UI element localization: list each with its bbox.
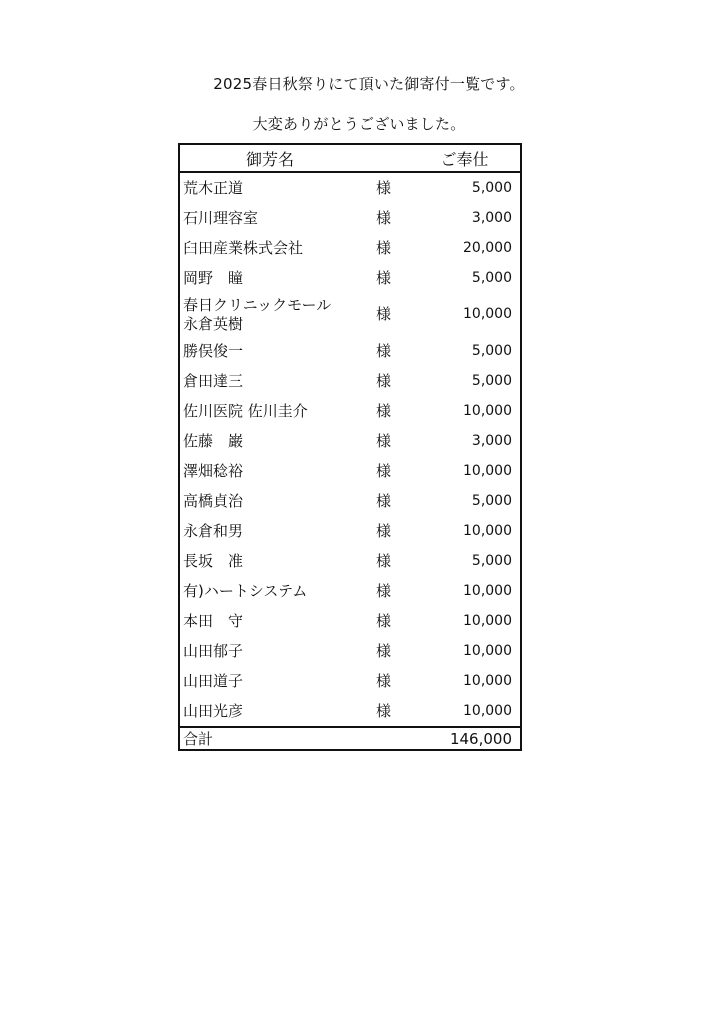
honorific: 様	[376, 701, 392, 720]
donor-name: 山田郁子	[183, 641, 244, 660]
table-row	[179, 546, 521, 576]
donor-name: 本田 守	[183, 611, 244, 630]
table-row	[179, 636, 521, 666]
donor-name: 佐川医院 佐川圭介	[183, 401, 308, 420]
donor-name: 佐藤 巌	[183, 431, 244, 450]
donation-amount: 5,000	[471, 492, 512, 509]
donor-name: 有)ハートシステム	[183, 581, 308, 600]
donation-amount: 3,000	[471, 432, 512, 449]
honorific: 様	[376, 238, 392, 257]
donor-name: 荒木正道	[183, 178, 244, 197]
honorific: 様	[376, 611, 392, 630]
table-row	[179, 456, 521, 486]
table-row	[179, 203, 521, 233]
column-header-name: 御芳名	[179, 144, 359, 172]
table-row	[179, 366, 521, 396]
donor-name: 高橋貞治	[183, 491, 244, 510]
donor-name: 臼田産業株式会社	[183, 238, 304, 257]
donation-amount: 20,000	[463, 239, 512, 256]
table-row	[179, 426, 521, 456]
column-header-spacer	[359, 144, 409, 172]
donation-amount: 5,000	[471, 269, 512, 286]
honorific: 様	[376, 641, 392, 660]
honorific: 様	[376, 671, 392, 690]
donation-amount: 10,000	[463, 672, 512, 689]
donor-name: 長坂 准	[183, 551, 244, 570]
table-row	[179, 516, 521, 546]
table-row	[179, 233, 521, 263]
donor-name: 山田道子	[183, 671, 244, 690]
donation-table	[178, 143, 522, 751]
table-row	[179, 293, 521, 336]
honorific: 様	[376, 521, 392, 540]
honorific: 様	[376, 581, 392, 600]
donor-name: 春日クリニックモール 永倉英樹	[183, 295, 332, 333]
honorific: 様	[376, 371, 392, 390]
donor-name: 勝俣俊一	[183, 341, 244, 360]
donor-name: 永倉和男	[183, 521, 244, 540]
table-row	[179, 606, 521, 636]
honorific: 様	[376, 551, 392, 570]
donor-name: 澤畑稔裕	[183, 461, 244, 480]
total-spacer	[359, 727, 409, 750]
donation-rows	[179, 172, 521, 727]
honorific: 様	[376, 268, 392, 287]
donor-name: 倉田達三	[183, 371, 244, 390]
donor-name: 石川理容室	[183, 208, 259, 227]
donor-name: 岡野 瞳	[183, 268, 244, 287]
total-label: 合計	[179, 727, 359, 750]
table-row	[179, 396, 521, 426]
donor-name: 山田光彦	[183, 701, 244, 720]
donation-amount: 10,000	[463, 522, 512, 539]
table-row	[179, 696, 521, 727]
honorific: 様	[376, 178, 392, 197]
donation-amount: 10,000	[463, 582, 512, 599]
honorific: 様	[376, 341, 392, 360]
honorific: 様	[376, 491, 392, 510]
honorific: 様	[376, 305, 392, 323]
honorific: 様	[376, 401, 392, 420]
honorific: 様	[376, 431, 392, 450]
thanks-message: 大変ありがとうございました。	[252, 115, 466, 133]
honorific: 様	[376, 461, 392, 480]
donation-amount: 10,000	[463, 402, 512, 419]
table-row	[179, 666, 521, 696]
table-row	[179, 336, 521, 366]
donation-amount: 5,000	[471, 342, 512, 359]
donation-amount: 10,000	[463, 702, 512, 719]
donation-amount: 10,000	[463, 642, 512, 659]
table-row	[179, 172, 521, 203]
donation-amount: 10,000	[463, 306, 512, 322]
total-amount: 146,000	[409, 727, 521, 750]
table-header-row	[179, 144, 521, 172]
donation-amount: 5,000	[471, 179, 512, 196]
total-row	[179, 727, 521, 750]
table-row	[179, 263, 521, 293]
donation-amount: 10,000	[463, 612, 512, 629]
document-title: 2025春日秋祭りにて頂いた御寄付一覧です。	[213, 75, 525, 93]
donation-amount: 5,000	[471, 552, 512, 569]
donation-amount: 10,000	[463, 462, 512, 479]
honorific: 様	[376, 208, 392, 227]
column-header-amount: ご奉仕	[409, 144, 521, 172]
donation-amount: 3,000	[471, 209, 512, 226]
donation-amount: 5,000	[471, 372, 512, 389]
table-row	[179, 576, 521, 606]
table-row	[179, 486, 521, 516]
